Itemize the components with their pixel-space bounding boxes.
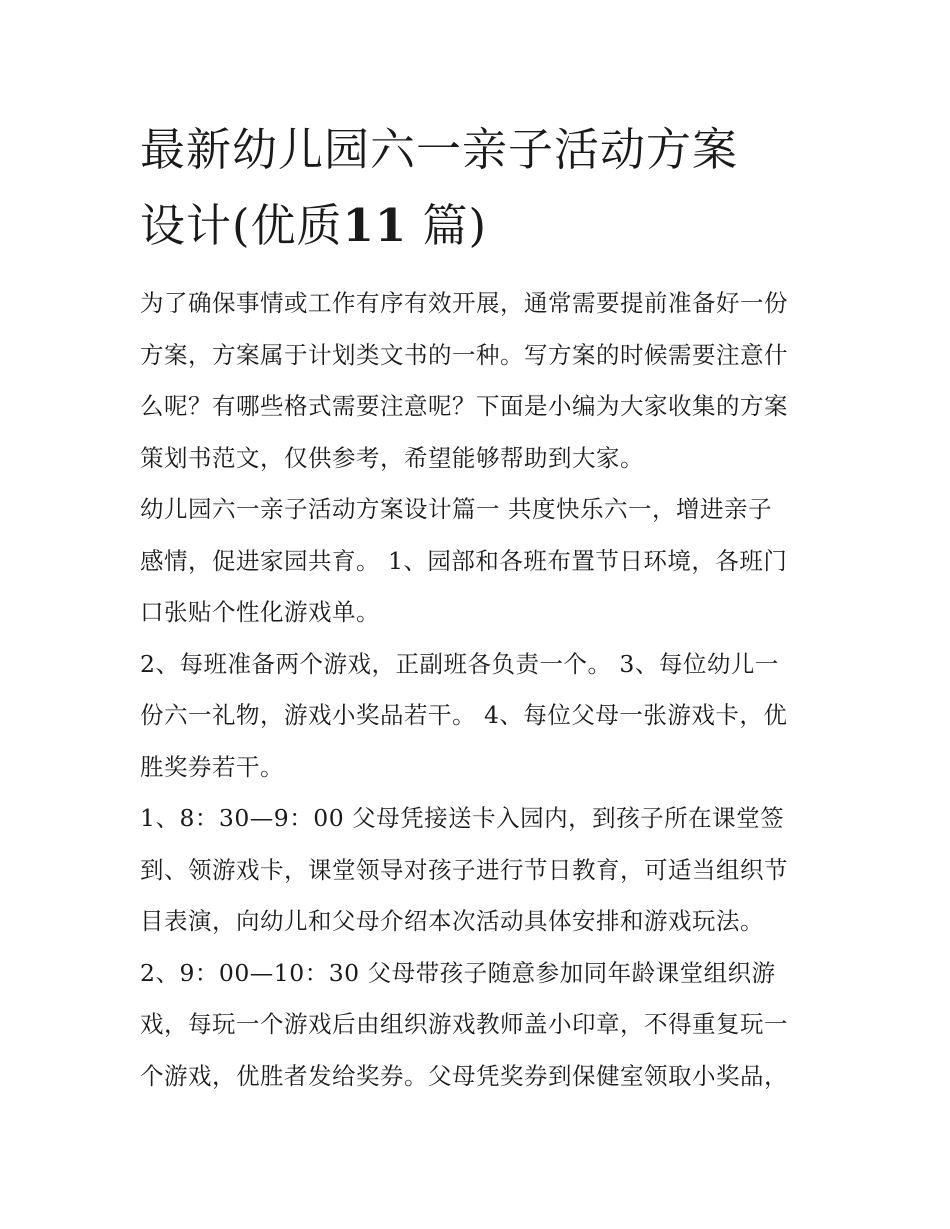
title-text: 设计(优质 [140,199,343,252]
text-line: 2、9：00—10：30 父母带孩子随意参加同年龄课堂组织游 [140,958,776,987]
text-line: 目表演，向幼儿和父母介绍本次活动具体安排和游戏玩法。 [140,907,764,935]
text-line: 胜奖券若干。 [140,752,284,781]
text-line: 2、每班准备两个游戏，正副班各负责一个。 3、每位幼儿一 [140,649,779,678]
document-title [140,112,812,264]
text-line: 戏，每玩一个游戏后由组织游戏教师盖小印章，不得重复玩一 [140,1010,788,1038]
text-line: 1、8：30—9：00 父母凭接送卡入园内，到孩子所在课堂签 [140,804,785,832]
paragraph-preparation [140,639,812,794]
document-content [140,112,812,1102]
text-line: 份六一礼物，游戏小奖品若干。 4、每位父母一张游戏卡，优 [140,701,788,729]
text-line: 个游戏，优胜者发给奖券。父母凭奖券到保健室领取小奖品， [140,1061,788,1090]
text-line: 幼儿园六一亲子活动方案设计篇一 共度快乐六一，增进亲子 [140,495,772,523]
paragraph-schedule-two [140,948,812,1103]
document-body [140,278,812,1102]
text-line: 到、领游戏卡，课堂领导对孩子进行节日教育，可适当组织节 [140,855,788,884]
text-line: 策划书范文，仅供参考，希望能够帮助到大家。 [140,443,644,472]
title-text: 篇) [422,199,488,252]
paragraph-intro [140,278,812,484]
title-line [140,188,812,264]
title-count: 11 [342,199,408,252]
text-line: 方案，方案属于计划类文书的一种。写方案的时候需要注意什 [140,340,788,369]
text-line: 为了确保事情或工作有序有效开展，通常需要提前准备好一份 [140,289,788,317]
text-line: 感情，促进家园共育。 1、园部和各班布置节日环境，各班门 [140,546,788,575]
text-line: 口张贴个性化游戏单。 [140,598,380,626]
paragraph-schedule-one [140,793,812,948]
paragraph-section-one [140,484,812,639]
title-line: 最新幼儿园六一亲子活动方案 [140,123,739,176]
text-line: 么呢？有哪些格式需要注意呢？下面是小编为大家收集的方案 [140,392,788,420]
